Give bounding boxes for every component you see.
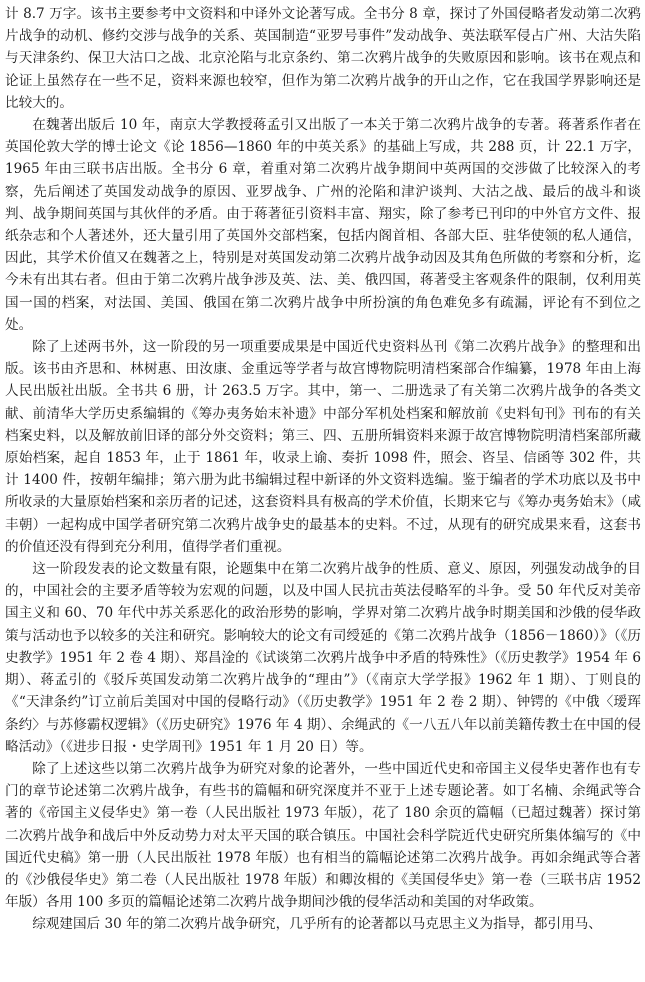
paragraph-jiang-book: 在魏著出版后 10 年，南京大学教授蒋孟引又出版了一本关于第二次鸦片战争的专著。蒋著系作者在英国伦敦大学的博士论文《论 1856—1860 年的中英关系》的基础上写成，共 288 页，计 22.1 万字，1965 年由三联书店出版。全书分 6 章，着重对第二次鸦片战争期间中英两国的交涉做了比较深入的考察，先后阐述了英国发动战争的原因、亚罗战争、广州的沦陷和津沪谈判、大沽之战、最后的战斗和谈判、战争期间英国与其伙伴的矛盾。由于蒋著征引资料丰富、翔实，除了参考已刊印的中外官方文件、报纸杂志和个人著述外，还大量引用了英国外交部档案，包括内阁首相、各部大臣、驻华使领的私人通信，因此，其学术价值又在魏著之上，特别是对英国发动第二次鸦片战争动因及其角色所做的考察和分析，迄今未有出其右者。但由于第二次鸦片战争涉及英、法、美、俄四国，蒋著受主客观条件的限制，仅利用英国一国的档案，对法国、美国、俄国在第二次鸦片战争中所扮演的角色难免多有疏漏，评论有不到位之处。 (5, 117, 641, 333)
paragraph-general-histories: 除了上述这些以第二次鸦片战争为研究对象的论著外，一些中国近代史和帝国主义侵华史著作也有专门的章节论述第二次鸦片战争，有些书的篇幅和研究深度并不亚于上述专题论著。如丁名楠、余绳武等合著的《帝国主义侵华史》第一卷（人民出版社 1973 年版），花了 180 余页的篇幅（已超过魏著）探讨第二次鸦片战争和战后中外反动势力对太平天国的联合镇压。中国社会科学院近代史研究所集体编写的《中国近代史稿》第一册（人民出版社 1978 年版）也有相当的篇幅论述第二次鸦片战争。再如余绳武等合著的《沙俄侵华史》第二卷（人民出版社 1978 年版）和卿汝楫的《美国侵华史》第一卷（三联书店 1952 年版）各用 100 多页的篇幅论述第二次鸦片战争期间沙俄的侵华活动和美国的对华政策。 (5, 760, 641, 911)
paragraph-source-collection: 除了上述两书外，这一阶段的另一项重要成果是中国近代史资料丛刊《第二次鸦片战争》的整理和出版。该书由齐思和、林树惠、田汝康、金重远等学者与故宫博物院明清档案部合作编纂，1978 年由上海人民出版社出版。全书共 6 册，计 263.5 万字。其中，第一、二册选录了有关第二次鸦片战争的各类文献、前清华大学历史系编辑的《筹办夷务始末补遗》中部分军机处档案和解放前《史料旬刊》刊布的有关档案史料，以及解放前旧译的部分外交资料；第三、四、五册所辑资料来源于故宫博物院明清档案部所藏原始档案，起自 1853 年，止于 1861 年，收录上谕、奏折 1098 件，照会、咨呈、信函等 302 件，共计 1400 件，按朝年编排；第六册为此书编辑过程中新译的外文资料选编。鉴于编者的学术功底以及书中所收录的大量原始档案和亲历者的记述，这套资料具有极高的学术价值，长期来它与《筹办夷务始末》（咸丰朝）一起构成中国学者研究第二次鸦片战争史的最基本的史料。不过，从现有的研究成果来看，这套书的价值还没有得到充分利用，值得学者们重视。 (5, 339, 641, 555)
paragraph-overview: 综观建国后 30 年的第二次鸦片战争研究，几乎所有的论著都以马克思主义为指导，都引用马、 (32, 916, 602, 933)
paragraph-wei-book-summary: 计 8.7 万字。该书主要参考中文资料和中译外文论著写成。全书分 8 章，探讨了外国侵略者发动第二次鸦片战争的动机、修约交涉与战争的关系、英国制造“亚罗号事件”发动战争、英法联军侵占广州、大沽失陷与天津条约、保卫大沽口之战、北京沦陷与北京条约、第二次鸦片战争的失败原因和影响。该书在观点和论证上虽然存在一些不足，资料来源也较窄，但作为第二次鸦片战争的开山之作，它在我国学界影响还是比较大的。 (5, 6, 641, 111)
paragraph-articles: 这一阶段发表的论文数量有限，论题集中在第二次鸦片战争的性质、意义、原因，列强发动战争的目的，中国社会的主要矛盾等较为宏观的问题，以及中国人民抗击英法侵略军的斗争。受 50 年代反对美帝国主义和 60、70 年代中苏关系恶化的政治形势的影响，学界对第二次鸦片战争时期美国和沙俄的侵华政策与活动也予以较多的关注和研究。影响较大的论文有司绶延的《第二次鸦片战争（1856－1860）》（《历史教学》1951 年 2 卷 4 期）、郑昌淦的《试谈第二次鸦片战争中矛盾的特殊性》（《历史教学》1954 年 6 期）、蒋孟引的《驳斥英国发动第二次鸦片战争的“理由”》（《南京大学学报》1962 年 1 期）、丁则良的《“天津条约”订立前后美国对中国的侵略行动》（《历史教学》1951 年 2 卷 2 期）、钟锷的《中俄〈瑷珲条约〉与苏修霸权逻辑》（《历史研究》1976 年 4 期）、余绳武的《一八五八年以前美籍传教士在中国的侵略活动》（《进步日报・史学周刊》1951 年 1 月 20 日）等。 (5, 561, 641, 755)
